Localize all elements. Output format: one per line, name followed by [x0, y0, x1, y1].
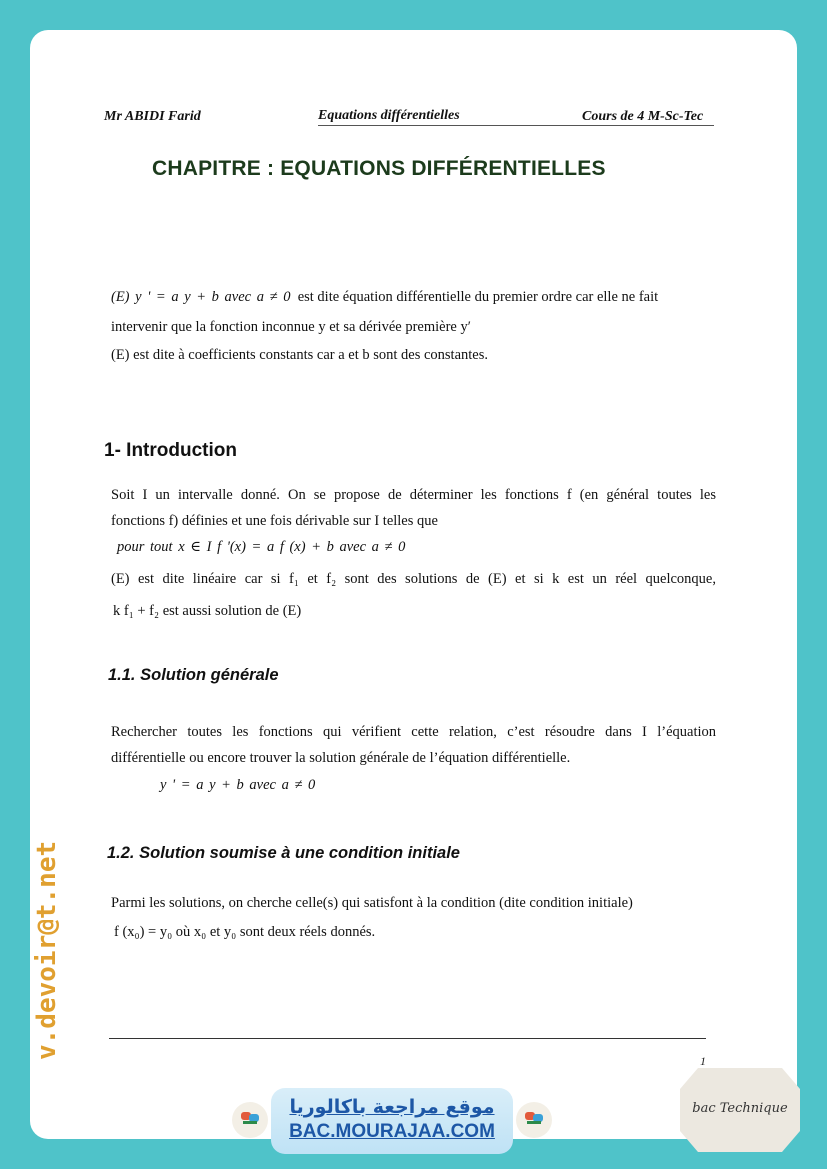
section-1-line-1: Soit I un intervalle donné. On se propose de déterminer les fonctions f (en général toutes les [111, 487, 716, 503]
page-number: 1 [700, 1054, 706, 1068]
banner-arabic-text[interactable]: موقع مراجعة باكالوريا [289, 1096, 495, 1118]
watermark-text: v.devoir@t.net [32, 840, 62, 1060]
intro-line-1 [111, 290, 716, 305]
section-1-linear-line-2: k f₁ + f₂ est aussi solution de (E) [113, 603, 302, 619]
section-1-1-title: 1.1. Solution générale [108, 666, 279, 684]
section-1-2-line-1: Parmi les solutions, on cherche celle(s) qui satisfont à la condition (dite condition initiale) [111, 895, 633, 911]
section-1-2-line-2: f (x₀) = y₀ où x₀ et y₀ sont deux réels donnés. [114, 924, 376, 940]
header-author: Mr ABIDI Farid [104, 109, 201, 124]
section-1-linear-line: (E) est dite linéaire car si f₁ et f₂ sont des solutions de (E) et si k est un réel quelconque, [111, 571, 716, 587]
section-1-line-2: fonctions f) définies et une fois dérivable sur I telles que [111, 513, 438, 529]
intro-equation: (E) y ' = a y + b avec a ≠ 0 [111, 289, 291, 305]
badge-text: bac Technique [692, 1101, 788, 1116]
intro-line-3: (E) est dite à coefficients constants car a et b sont des constantes. [111, 347, 489, 363]
intro-line-2: intervenir que la fonction inconnue y et sa dérivée première y′ [111, 319, 471, 335]
section-1-1-line-1: Rechercher toutes les fonctions qui vérifient cette relation, c’est résoudre dans I l’équation [111, 724, 716, 740]
section-1-formula: pour tout x ∈ I f '(x) = a f (x) + b avec a ≠ 0 [117, 539, 406, 555]
section-1-2-title: 1.2. Solution soumise à une condition initiale [107, 844, 460, 862]
right-logo-icon [516, 1102, 552, 1138]
header-rule [318, 125, 714, 126]
intro-line-1-text: est dite équation différentielle du premier ordre car elle ne fait [297, 289, 659, 305]
header-subject: Equations différentielles [318, 108, 460, 123]
section-1-1-line-2: différentielle ou encore trouver la solution générale de l’équation différentielle. [111, 750, 571, 766]
section-1-title: 1- Introduction [104, 440, 237, 461]
chapter-title: CHAPITRE : EQUATIONS DIFFÉRENTIELLES [152, 157, 606, 180]
footer-rule [109, 1038, 706, 1039]
header-course: Cours de 4 M-Sc-Tec [582, 109, 704, 124]
left-logo-icon [232, 1102, 268, 1138]
site-banner[interactable] [271, 1088, 513, 1154]
section-1-1-formula: y ' = a y + b avec a ≠ 0 [160, 777, 316, 793]
banner-url-link[interactable]: BAC.MOURAJAA.COM [289, 1121, 495, 1142]
